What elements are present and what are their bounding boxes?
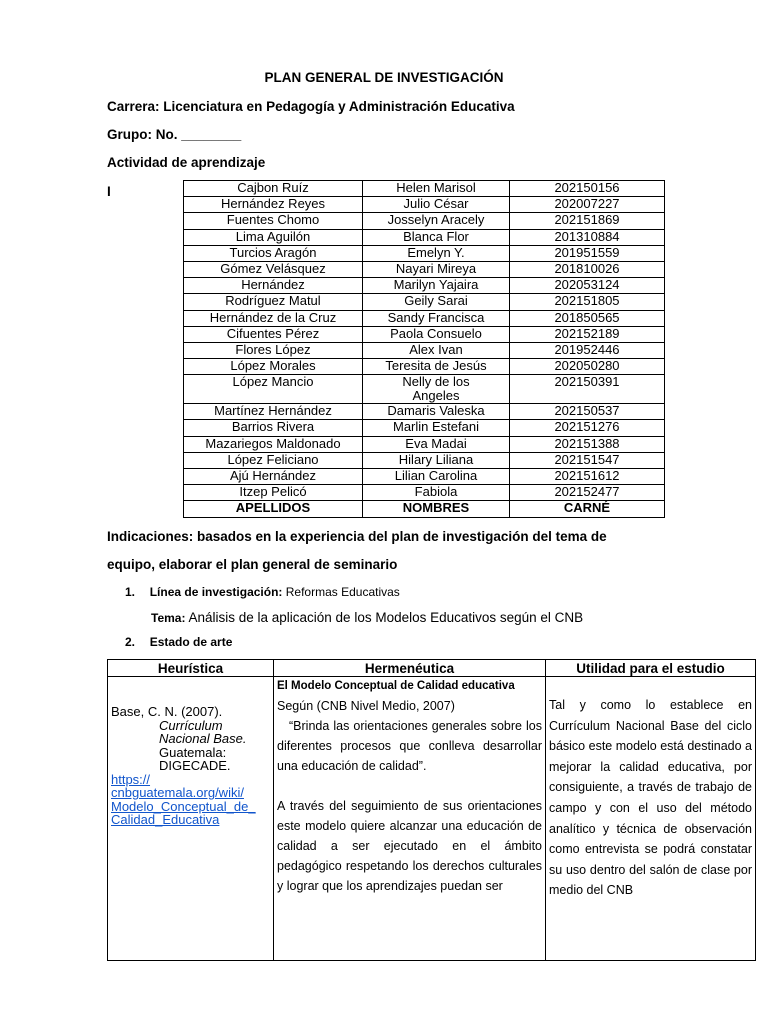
student-nombres: Julio César: [363, 197, 510, 213]
linea-label: Línea de investigación:: [149, 585, 283, 599]
student-carne: 202151276: [510, 420, 665, 436]
student-carne: 202150391: [510, 375, 665, 404]
citation-link-part-2: cnbguatemala.org/wiki/: [111, 785, 244, 800]
student-carne: 201952446: [510, 342, 665, 358]
student-row: [184, 436, 665, 452]
student-apellidos: López Morales: [184, 359, 363, 375]
student-row: [184, 278, 665, 294]
hermeneutica-title: El Modelo Conceptual de Calidad educativa: [277, 680, 515, 692]
utilidad-header: Utilidad para el estudio: [546, 660, 756, 677]
student-carne: 202007227: [510, 197, 665, 213]
student-carne: 201850565: [510, 310, 665, 326]
citation-title-2: Nacional Base.: [159, 731, 247, 746]
student-nombres: Damaris Valeska: [363, 404, 510, 420]
student-row: [184, 375, 665, 404]
citation-title-1: Currículum: [159, 717, 223, 733]
student-nombres: Lilian Carolina: [363, 469, 510, 485]
student-carne: 202151805: [510, 294, 665, 310]
student-carne: 202151869: [510, 213, 665, 229]
student-apellidos: Itzep Pelicó: [184, 485, 363, 501]
citation-link-part-1: https://: [111, 771, 151, 787]
student-row: [184, 342, 665, 358]
student-nombres: Helen Marisol: [363, 181, 510, 197]
student-nombres: Marlin Estefani: [363, 420, 510, 436]
student-nombres: Geily Sarai: [363, 294, 510, 310]
list-marker: I: [107, 184, 111, 199]
citation-link[interactable]: [111, 773, 270, 827]
student-nombres: Nayari Mireya: [363, 261, 510, 277]
indicaciones-line-2: equipo, elaborar el plan general de seminario: [107, 557, 398, 572]
student-apellidos: Gómez Velásquez: [184, 261, 363, 277]
heuristica-cell: [108, 677, 274, 961]
page-title: PLAN GENERAL DE INVESTIGACIÓN: [264, 70, 504, 85]
citation-author-year: Base, C. N. (2007).: [111, 704, 223, 719]
student-apellidos: Mazariegos Maldonado: [184, 436, 363, 452]
student-apellidos: Ajú Hernández: [184, 469, 363, 485]
student-apellidos: Fuentes Chomo: [184, 213, 363, 229]
students-table: [183, 180, 665, 518]
student-apellidos: Hernández Reyes: [184, 197, 363, 213]
student-carne: 202150537: [510, 404, 665, 420]
student-apellidos: López Feliciano: [184, 452, 363, 468]
estado-label: Estado de arte: [149, 635, 233, 649]
carne-header: CARNÉ: [510, 501, 665, 517]
student-nombres: Hilary Liliana: [363, 452, 510, 468]
nombres-header: NOMBRES: [363, 501, 510, 517]
student-nombres: Teresita de Jesús: [363, 359, 510, 375]
student-apellidos: Rodríguez Matul: [184, 294, 363, 310]
student-carne: 202053124: [510, 278, 665, 294]
student-apellidos: López Mancio: [184, 375, 363, 404]
student-carne: 202050280: [510, 359, 665, 375]
student-nombres: Fabiola: [363, 485, 510, 501]
hermeneutica-paragraph: A través del seguimiento de sus orientaciones este modelo quiere alcanzar una educación de calidad a ser ejecutado en el ámbito pedagógico respetando los derechos culturales y lograr que los aprendizajes puedan ser: [277, 799, 542, 893]
student-apellidos: Lima Aguilón: [184, 229, 363, 245]
linea-investigacion-item: [125, 585, 400, 599]
student-nombres: Alex Ivan: [363, 342, 510, 358]
estado-arte-table: [107, 659, 756, 961]
student-apellidos: Cajbon Ruíz: [184, 181, 363, 197]
citation-place: Guatemala:: [159, 744, 227, 760]
student-row: [184, 420, 665, 436]
student-nombres: Paola Consuelo: [363, 326, 510, 342]
citation-link-part-4: Calidad_Educativa: [111, 812, 220, 827]
student-apellidos: Turcios Aragón: [184, 245, 363, 261]
student-nombres: Eva Madai: [363, 436, 510, 452]
student-carne: 202150156: [510, 181, 665, 197]
student-carne: 202152477: [510, 485, 665, 501]
hermeneutica-quote: “Brinda las orientaciones generales sobre los diferentes procesos que conlleva desarrollar una educación de calidad”.: [277, 719, 542, 773]
student-apellidos: Martínez Hernández: [184, 404, 363, 420]
student-row: [184, 485, 665, 501]
student-row: [184, 181, 665, 197]
tema-line: [151, 610, 583, 625]
student-row: [184, 229, 665, 245]
student-row: [184, 310, 665, 326]
heuristica-header: Heurística: [108, 660, 274, 677]
student-carne: 201951559: [510, 245, 665, 261]
student-nombres: Josselyn Aracely: [363, 213, 510, 229]
citation-publisher: DIGECADE.: [159, 758, 231, 773]
estado-arte-item: [125, 635, 232, 649]
student-carne: 201310884: [510, 229, 665, 245]
student-apellidos: Hernández: [184, 278, 363, 294]
indicaciones-line-1: Indicaciones: basados en la experiencia del plan de investigación del tema de: [107, 529, 607, 544]
hermeneutica-source: Según (CNB Nivel Medio, 2007): [277, 699, 455, 713]
tema-value: Análisis de la aplicación de los Modelos Educativos según el CNB: [188, 610, 584, 625]
student-row: [184, 245, 665, 261]
actividad-heading: Actividad de aprendizaje: [107, 155, 266, 170]
student-row: [184, 261, 665, 277]
linea-value: Reformas Educativas: [285, 585, 400, 599]
student-apellidos: Flores López: [184, 342, 363, 358]
student-row: [184, 452, 665, 468]
student-nombres: Blanca Flor: [363, 229, 510, 245]
student-row: [184, 213, 665, 229]
student-apellidos: Cifuentes Pérez: [184, 326, 363, 342]
student-carne: 202151612: [510, 469, 665, 485]
student-nombres: Emelyn Y.: [363, 245, 510, 261]
student-nombres-line-2: Angeles: [412, 388, 460, 404]
student-row: [184, 294, 665, 310]
linea-number: 1.: [125, 585, 136, 599]
estado-number: 2.: [125, 635, 136, 649]
carrera-line: Carrera: Licenciatura en Pedagogía y Administración Educativa: [107, 99, 515, 114]
student-row: [184, 404, 665, 420]
student-row: [184, 469, 665, 485]
students-header-row: [184, 501, 665, 517]
student-nombres-line-1: Nelly de los: [402, 374, 470, 390]
student-row: [184, 359, 665, 375]
citation-link-part-3: Modelo_Conceptual_de_: [111, 798, 256, 814]
student-carne: 201810026: [510, 261, 665, 277]
student-carne: 202151547: [510, 452, 665, 468]
student-row: [184, 197, 665, 213]
student-carne: 202151388: [510, 436, 665, 452]
student-nombres: [363, 375, 510, 404]
student-nombres: Marilyn Yajaira: [363, 278, 510, 294]
tema-label: Tema:: [151, 611, 186, 625]
student-carne: 202152189: [510, 326, 665, 342]
hermeneutica-cell: [274, 677, 546, 961]
utilidad-cell: Tal y como lo establece en Currículum Nacional Base del ciclo básico este modelo está destinado a mejorar la calidad educativa, por consiguiente, a través de trabajo de campo y con el uso del método analítico y técnica de observación como entrevista se podrá constatar su uso dentro del salón de clase por medio del CNB: [546, 677, 756, 961]
student-row: [184, 326, 665, 342]
student-apellidos: Hernández de la Cruz: [184, 310, 363, 326]
student-apellidos: Barrios Rivera: [184, 420, 363, 436]
student-nombres: Sandy Francisca: [363, 310, 510, 326]
hermeneutica-header: Hermenéutica: [274, 660, 546, 677]
grupo-line: Grupo: No. ________: [107, 127, 242, 142]
apellidos-header: APELLIDOS: [184, 501, 363, 517]
